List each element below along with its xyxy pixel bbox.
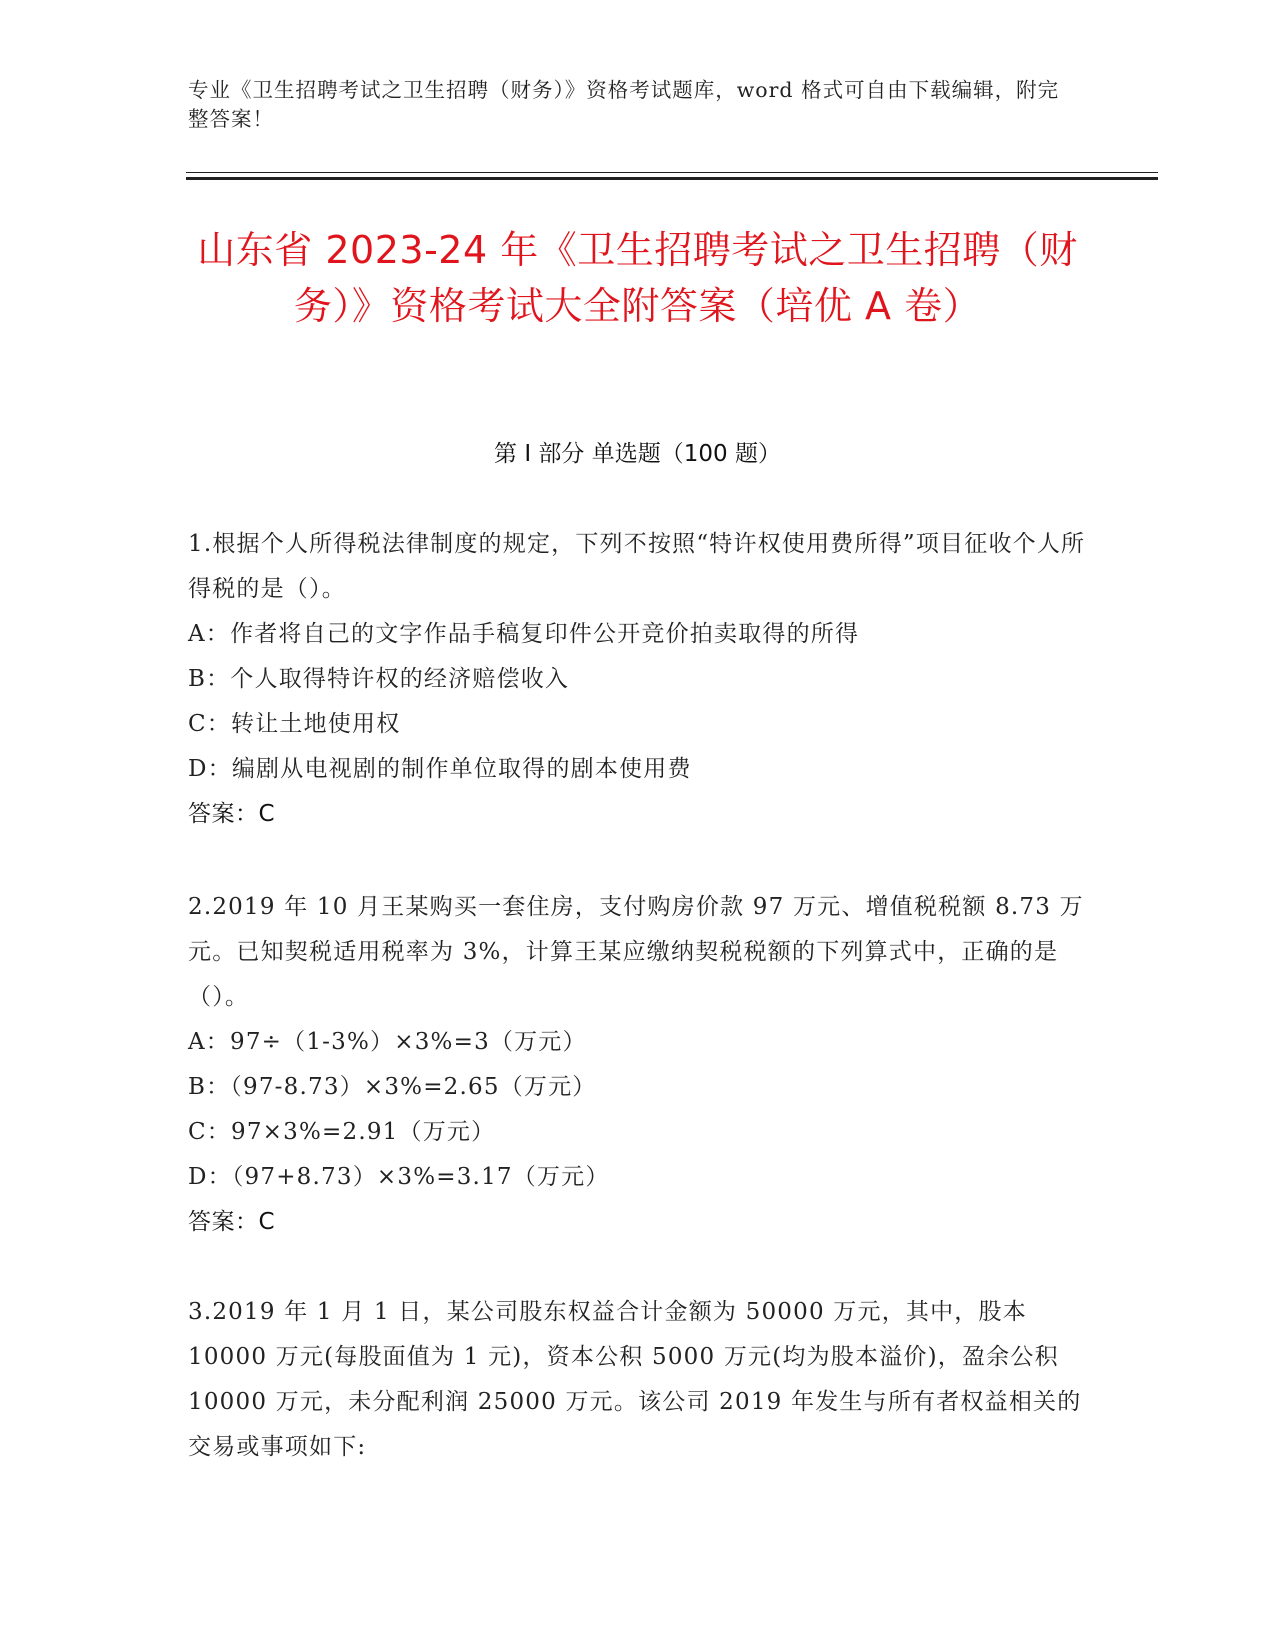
header-note: 专业《卫生招聘考试之卫生招聘（财务）》资格考试题库，word 格式可自由下载编辑，附完整答案！ (188, 78, 1060, 131)
question-1 (188, 522, 1088, 837)
question-stem: 3.2019 年 1 月 1 日，某公司股东权益合计金额为 50000 万元，其中，股本 10000 万元(每股面值为 1 元)，资本公积 5000 万元(均为股本溢价)，盈余公积 10000 万元，未分配利润 25000 万元。该公司 2019 年发生与所有者权益相关的交易或事项如下: (188, 1299, 1082, 1460)
question-stem: 2.2019 年 10 月王某购买一套住房，支付购房价款 97 万元、增值税税额 8.73 万元。已知契税适用税率为 3%，计算王某应缴纳契税税额的下列算式中，正确的是（）。 (188, 894, 1084, 1010)
option-b: B：（97-8.73）×3%=2.65（万元） (188, 1074, 597, 1100)
header-divider-thick (186, 177, 1158, 180)
question-3 (188, 1290, 1088, 1470)
option-a: A：97÷（1-3%）×3%=3（万元） (188, 1029, 587, 1055)
option-d: D：编剧从电视剧的制作单位取得的剧本使用费 (188, 756, 692, 782)
option-b: B：个人取得特许权的经济赔偿收入 (188, 666, 570, 692)
answer: 答案：C (188, 801, 276, 827)
option-c: C：转让土地使用权 (188, 711, 401, 737)
header-divider-thin (186, 172, 1158, 173)
document-title: 山东省 2023-24 年《卫生招聘考试之卫生招聘（财务）》资格考试大全附答案（培优 A 卷） (197, 228, 1078, 328)
answer: 答案：C (188, 1209, 276, 1235)
option-d: D：（97+8.73）×3%=3.17（万元） (188, 1164, 610, 1190)
question-2 (188, 885, 1088, 1245)
option-c: C：97×3%=2.91（万元） (188, 1119, 496, 1145)
section-title: 第 I 部分 单选题（100 题） (494, 441, 781, 467)
option-a: A：作者将自己的文字作品手稿复印件公开竞价拍卖取得的所得 (188, 621, 860, 647)
question-stem: 1.根据个人所得税法律制度的规定，下列不按照“特许权使用费所得”项目征收个人所得税的是（）。 (188, 531, 1086, 602)
